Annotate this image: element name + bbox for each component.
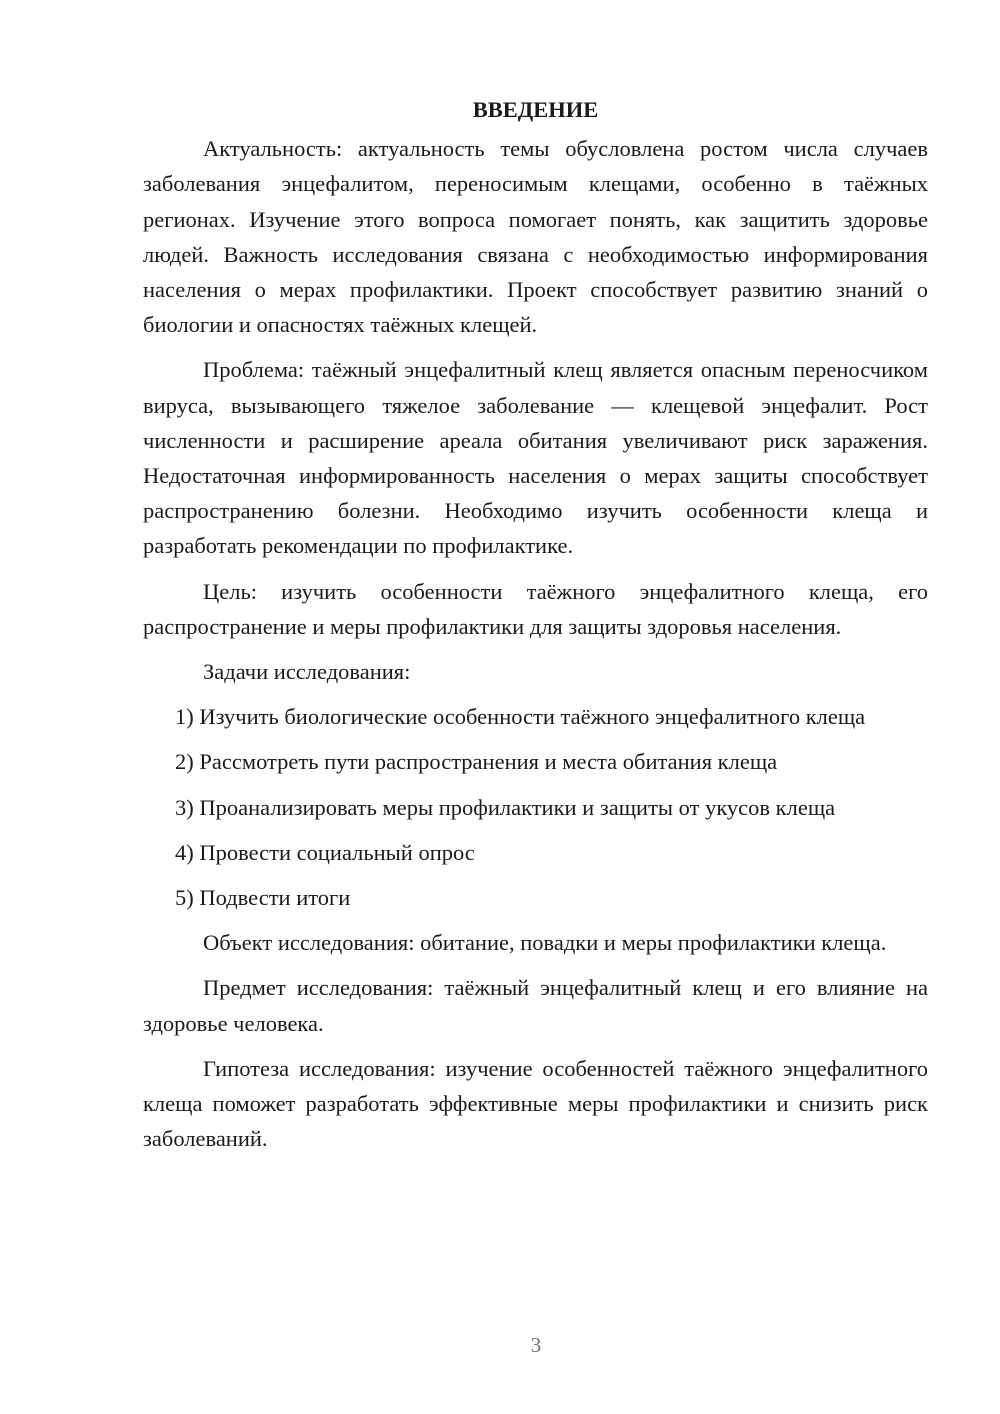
- page-title: ВВЕДЕНИЕ: [472, 97, 599, 122]
- object-paragraph: Объект исследования: обитание, повадки и меры профилактики клеща.: [203, 930, 887, 956]
- page-content: [143, 92, 928, 1166]
- hypothesis-paragraph: Гипотеза исследования: изучение особенностей таёжного энцефалитного клеща поможет разработать эффективные меры профилактики и снизить риск заболеваний.: [143, 1055, 928, 1152]
- task-item-1: 1) Изучить биологические особенности таёжного энцефалитного клеща: [175, 704, 866, 730]
- task-item-2: 2) Рассмотреть пути распространения и места обитания клеща: [175, 749, 778, 775]
- task-item-5: 5) Подвести итоги: [175, 885, 351, 911]
- problem-paragraph: Проблема: таёжный энцефалитный клещ является опасным переносчиком вируса, вызывающего тяжелое заболевание — клещевой энцефалит. Рост численности и расширение ареала обитания увеличивают риск заражения. Недостаточная информированность населения о мерах защиты способствует распространению болезни. Необходимо изучить особенности клеща и разработать рекомендации по профилактике.: [143, 357, 928, 559]
- task-item-4: 4) Провести социальный опрос: [175, 839, 475, 865]
- relevance-paragraph: Актуальность: актуальность темы обусловлена ростом числа случаев заболевания энцефалитом, переносимым клещами, особенно в таёжных регионах. Изучение этого вопроса помогает понять, как защитить здоровье людей. Важность исследования связана с необходимостью информирования населения о мерах профилактики. Проект способствует развитию знаний о биологии и опасностях таёжных клещей.: [143, 136, 928, 338]
- goal-paragraph: Цель: изучить особенности таёжного энцефалитного клеща, его распространение и меры профилактики для защиты здоровья населения.: [143, 578, 928, 639]
- subject-paragraph: Предмет исследования: таёжный энцефалитный клещ и его влияние на здоровье человека.: [143, 975, 928, 1036]
- tasks-heading: Задачи исследования:: [203, 659, 411, 685]
- task-item-3: 3) Проанализировать меры профилактики и защиты от укусов клеща: [175, 794, 836, 820]
- page-number: 3: [530, 1333, 542, 1357]
